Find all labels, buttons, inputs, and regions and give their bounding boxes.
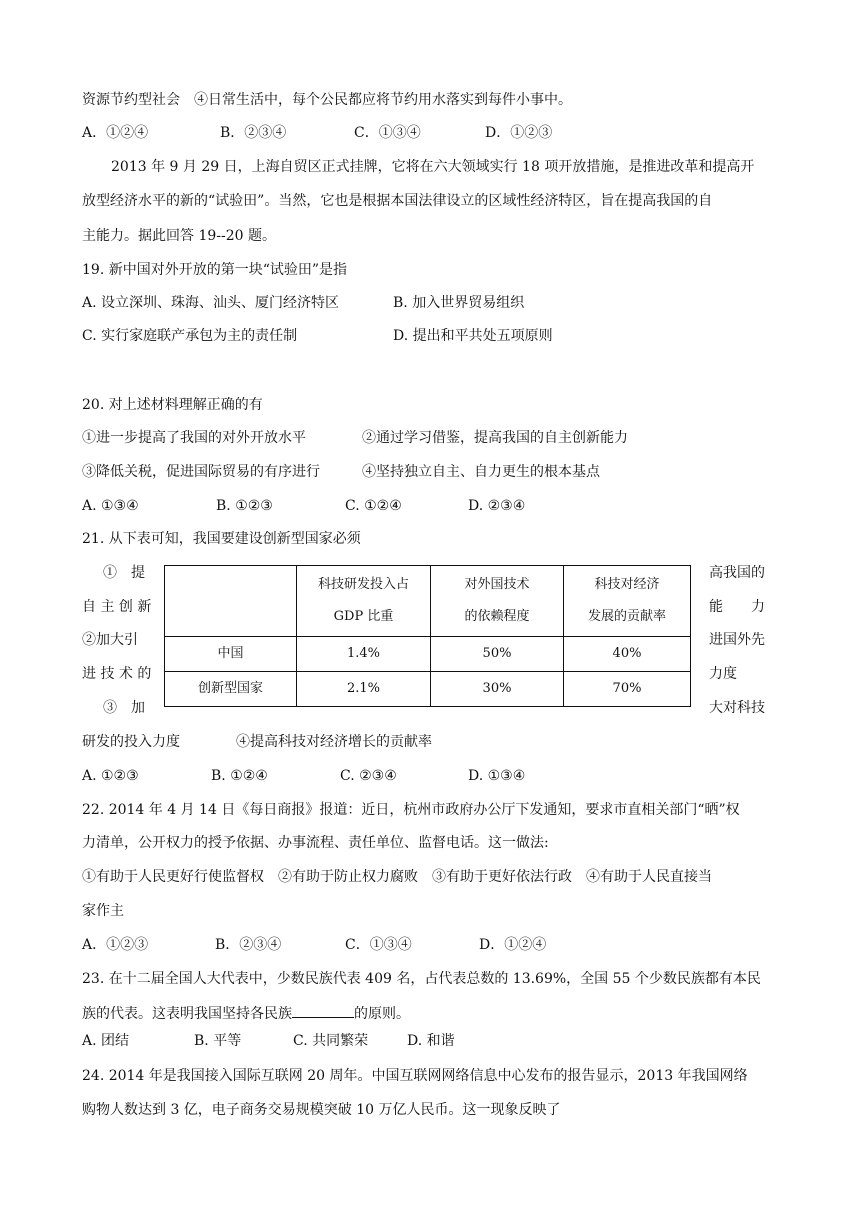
table-header-cell: 科技研发投入占 GDP 比重 bbox=[297, 566, 431, 637]
q22-option-d: D．①②④ bbox=[479, 937, 547, 953]
q22-line-4: 家作主 bbox=[82, 903, 124, 919]
table-header-row bbox=[165, 566, 691, 637]
q23-option-b: B. 平等 bbox=[194, 1033, 242, 1049]
intro-option-b: B．②③④ bbox=[220, 125, 287, 141]
q23-option-a: A. 团结 bbox=[82, 1033, 130, 1049]
q20-option-a: A. ①③④ bbox=[82, 498, 139, 514]
table-header-cell-empty bbox=[165, 566, 297, 637]
q21-option-d: D. ①③④ bbox=[468, 768, 526, 784]
q23-line-2-end: 的原则。 bbox=[354, 1006, 410, 1022]
q21-left-text-1: ① 提 bbox=[103, 565, 145, 581]
q23-line-1: 23. 在十二届全国人大代表中，少数民族代表 409 名，占代表总数的 13.69%，全国 55 个少数民族都有本民 bbox=[82, 971, 761, 987]
intro-option-d: D．①②③ bbox=[485, 125, 553, 141]
passage-line-3: 主能力。据此回答 19--20 题。 bbox=[82, 228, 276, 244]
table-cell: 1.4% bbox=[297, 636, 431, 671]
q19-option-d: D. 提出和平共处五项原则 bbox=[393, 328, 553, 344]
table-row bbox=[165, 671, 691, 706]
q22-line-1: 22. 2014 年 4 月 14 日《每日商报》报道：近日，杭州市政府办公厅下发通知，要求市直相关部门“晒”权 bbox=[82, 802, 740, 818]
q21-option-c: C. ②③④ bbox=[340, 768, 397, 784]
table-cell: 中国 bbox=[165, 636, 297, 671]
q20-statement-2: ②通过学习借鉴，提高我国的自主创新能力 bbox=[362, 430, 628, 446]
q19-option-c: C. 实行家庭联产承包为主的责任制 bbox=[82, 328, 298, 344]
q22-line-2: 力清单，公开权力的授予依据、办事流程、责任单位、监督电话。这一做法: bbox=[82, 835, 549, 851]
q20-statement-3: ③降低关税，促进国际贸易的有序进行 bbox=[82, 464, 320, 480]
answer-blank bbox=[292, 1003, 354, 1018]
q22-option-b: B．②③④ bbox=[215, 937, 282, 953]
passage-line-2: 放型经济水平的新的“试验田”。当然，它也是根据本国法律设立的区域性经济特区，旨在提高我国的自 bbox=[82, 193, 713, 209]
q24-line-1: 24. 2014 年是我国接入国际互联网 20 周年。中国互联网网络信息中心发布的报告显示，2013 年我国网络 bbox=[82, 1068, 748, 1084]
intro-option-c: C．①③④ bbox=[354, 125, 421, 141]
q20-option-d: D. ②③④ bbox=[468, 498, 526, 514]
table-header-cell: 对外国技术 的依赖程度 bbox=[431, 566, 564, 637]
q21-right-text-3: 进国外先 bbox=[709, 632, 765, 648]
table-cell: 70% bbox=[564, 671, 691, 706]
q20-statement-1: ①进一步提高了我国的对外开放水平 bbox=[82, 430, 306, 446]
table-cell: 创新型国家 bbox=[165, 671, 297, 706]
q23-option-c: C. 共同繁荣 bbox=[293, 1033, 369, 1049]
q21-right-text-4: 力度 bbox=[709, 666, 737, 682]
q20-option-c: C. ①②④ bbox=[345, 498, 402, 514]
passage-line-1: 2013 年 9 月 29 日，上海自贸区正式挂牌，它将在六大领域实行 18 项开放措施，是推进改革和提高开 bbox=[111, 159, 755, 175]
table-cell: 2.1% bbox=[297, 671, 431, 706]
q24-line-2: 购物人数达到 3 亿，电子商务交易规模突破 10 万亿人民币。这一现象反映了 bbox=[82, 1102, 561, 1118]
q21-left-text-5: ③ 加 bbox=[103, 700, 145, 716]
q20-option-b: B. ①②③ bbox=[216, 498, 273, 514]
q21-left-text-4: 进 技 术 的 bbox=[82, 666, 152, 682]
q23-option-d: D. 和谐 bbox=[407, 1033, 455, 1049]
q19-option-b: B. 加入世界贸易组织 bbox=[393, 295, 525, 311]
q19-option-a: A. 设立深圳、珠海、汕头、厦门经济特区 bbox=[82, 295, 340, 311]
q22-option-c: C．①③④ bbox=[345, 937, 412, 953]
table-cell: 50% bbox=[431, 636, 564, 671]
q21-option-a: A. ①②③ bbox=[82, 768, 139, 784]
q21-data-table bbox=[164, 565, 691, 707]
q20-statement-4: ④坚持独立自主、自力更生的根本基点 bbox=[362, 464, 600, 480]
q23-line-2 bbox=[82, 1003, 410, 1023]
q21-right-text-2: 能 力 bbox=[709, 599, 765, 615]
q19-stem: 19. 新中国对外开放的第一块“试验田”是指 bbox=[82, 262, 348, 278]
intro-line: 资源节约型社会 ④日常生活中，每个公民都应将节约用水落实到每件小事中。 bbox=[82, 92, 572, 108]
q21-stem: 21. 从下表可知，我国要建设创新型国家必须 bbox=[82, 531, 361, 547]
q21-left-text-2: 自 主 创 新 bbox=[82, 599, 152, 615]
table-header-cell: 科技对经济 发展的贡献率 bbox=[564, 566, 691, 637]
table-cell: 40% bbox=[564, 636, 691, 671]
q23-line-2-start: 族的代表。这表明我国坚持各民族 bbox=[82, 1006, 292, 1022]
intro-option-a: A．①②④ bbox=[82, 125, 149, 141]
table-cell: 30% bbox=[431, 671, 564, 706]
q22-option-a: A．①②③ bbox=[82, 937, 149, 953]
q20-stem: 20. 对上述材料理解正确的有 bbox=[82, 397, 263, 413]
q21-statement-line: 研发的投入力度 ④提高科技对经济增长的贡献率 bbox=[82, 734, 432, 750]
table-row bbox=[165, 636, 691, 671]
q21-right-text-5: 大对科技 bbox=[709, 700, 765, 716]
q22-line-3: ①有助于人民更好行使监督权 ②有助于防止权力腐败 ③有助于更好依法行政 ④有助于人民直接当 bbox=[82, 869, 712, 885]
q21-option-b: B. ①②④ bbox=[211, 768, 268, 784]
q21-left-text-3: ②加大引 bbox=[82, 632, 138, 648]
q21-right-text-1: 高我国的 bbox=[709, 565, 765, 581]
